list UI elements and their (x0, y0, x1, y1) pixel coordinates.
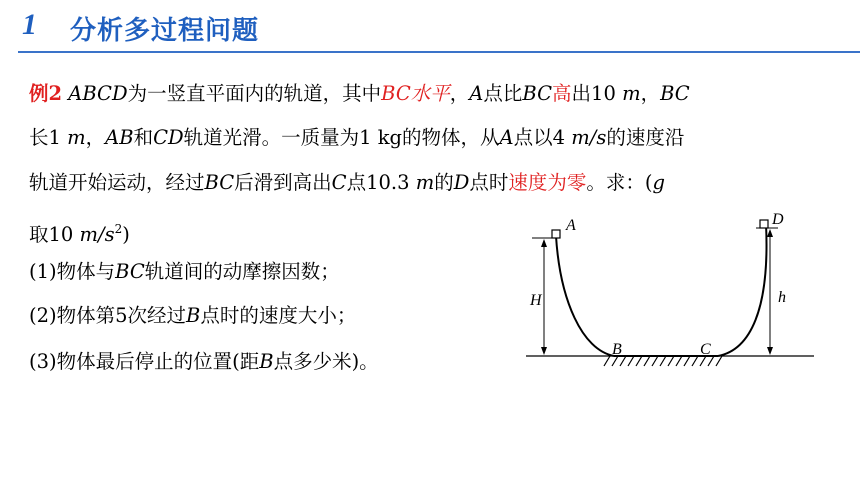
label-d: D (772, 211, 784, 228)
section-header (0, 0, 860, 56)
text: 轨道光滑。一质量为1 kg的物体，从 (183, 126, 500, 149)
text: (3)物体最后停止的位置(距 (29, 350, 260, 373)
text-ab: AB (105, 126, 134, 149)
arrowhead-up (767, 229, 773, 237)
text: 点多少米)。 (273, 350, 379, 373)
unit-ms: m/s (79, 223, 115, 246)
text: 点比 (483, 82, 523, 105)
question-3 (29, 349, 379, 375)
superscript: 2 (114, 222, 123, 236)
highlight-bc-horizontal: BC水平 (381, 82, 450, 105)
label-H: H (530, 292, 542, 309)
track-cd (718, 224, 767, 356)
label-c: C (700, 341, 711, 358)
example-label: 例2 (29, 82, 63, 105)
text-a: A (499, 126, 514, 149)
highlight-gao: 高 (552, 82, 572, 105)
arrowhead-down (767, 347, 773, 355)
text: (2)物体第5次经过 (29, 304, 187, 327)
text: 点时的速度大小； (200, 304, 357, 327)
text-bc: BC (660, 82, 690, 105)
problem-line-2 (29, 125, 684, 151)
section-number: 1 (22, 8, 37, 41)
text: 点10.3 (346, 171, 410, 194)
label-a: A (566, 217, 576, 234)
text: ， (85, 126, 106, 149)
text-b: B (186, 304, 201, 327)
problem-line-3 (29, 170, 665, 196)
text: (1)物体与 (29, 260, 116, 283)
highlight-velocity-zero: 速度为零 (508, 171, 587, 194)
text: 轨道开始运动，经过 (29, 171, 205, 194)
arrowhead-down (541, 347, 547, 355)
track-ab (556, 236, 614, 356)
question-1 (29, 259, 340, 285)
text-bc: BC (522, 82, 553, 105)
text-d: D (453, 171, 470, 194)
text: 后滑到高出 (234, 171, 332, 194)
block-d (760, 220, 768, 228)
question-2 (29, 303, 356, 329)
text: 轨道间的动摩擦因数； (144, 260, 340, 283)
text: 。求：( (586, 171, 653, 194)
text: 的速度沿 (606, 126, 685, 149)
text-bc: BC (115, 260, 145, 283)
text-bc: BC (204, 171, 235, 194)
text: ， (449, 82, 470, 105)
text: 的 (434, 171, 454, 194)
label-b: B (612, 341, 622, 358)
label-h: h (778, 289, 786, 306)
unit-m: m (67, 126, 86, 149)
unit-m: m (415, 171, 435, 194)
text: 出10 (571, 82, 616, 105)
arrowhead-up (541, 239, 547, 247)
text: 和 (133, 126, 154, 149)
unit-ms: m/s (571, 126, 607, 149)
problem-line-1 (29, 81, 690, 107)
text: 长1 (29, 126, 61, 149)
text-g: g (652, 171, 665, 194)
text: ， (640, 82, 661, 105)
problem-line-4 (29, 216, 130, 248)
text: 取10 (29, 223, 74, 246)
text-a: A (469, 82, 484, 105)
section-title: 分析多过程问题 (70, 16, 260, 46)
header-rule (18, 51, 860, 53)
text-b: B (259, 350, 274, 373)
text: ) (122, 223, 130, 246)
text: 点以4 (513, 126, 566, 149)
text: 点时 (469, 171, 509, 194)
block-a (552, 230, 560, 238)
unit-m: m (622, 82, 641, 105)
text-abcd: ABCD (68, 82, 128, 105)
text-cd: CD (153, 126, 184, 149)
text-c: C (331, 171, 347, 194)
track-diagram (522, 210, 822, 380)
text: 为一竖直平面内的轨道，其中 (127, 82, 382, 105)
